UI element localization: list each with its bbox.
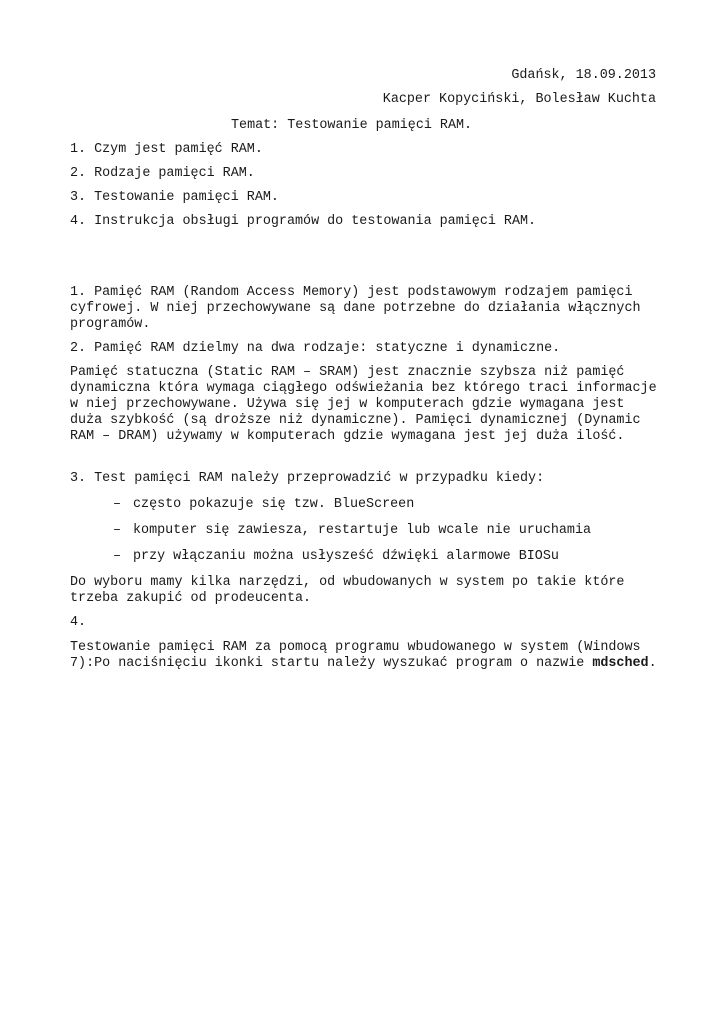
paragraph-sram-dram: Pamięć statuczna (Static RAM – SRAM) jest znacznie szybsza niż pamięć dynamiczna która wymaga ciągłego odświeżania bez którego traci informacje w niej przechowywane. Używa się jej w komputerach gdzie wymagana jest duża szybkość (są droższe niż dynamiczne). Pamięci dynamicznej (Dynamic RAM – DRAM) używamy w komputerach gdzie wymagana jest jej duża ilość. — [70, 365, 657, 444]
authors: Kacper Kopyciński, Bolesław Kuchta — [382, 92, 656, 107]
list-item: – przy włączaniu można usłysześć dźwięki alarmowe BIOSu — [113, 549, 559, 564]
paragraph-test-when: 3. Test pamięci RAM należy przeprowadzić w przypadku kiedy: — [70, 471, 545, 486]
program-name: mdsched — [592, 656, 649, 671]
paragraph-ram-definition: 1. Pamięć RAM (Random Access Memory) jest podstawowym rodzajem pamięci cyfrowej. W niej przechowywane są dane potrzebne do działania włącznych programów. — [70, 285, 641, 332]
section-number-4: 4. — [70, 615, 87, 630]
paragraph-tools: Do wyboru mamy kilka narzędzi, od wbudowanych w system po takie które trzeba zakupić od prodeucenta. — [70, 575, 625, 606]
toc-item: 3. Testowanie pamięci RAM. — [70, 190, 279, 205]
toc-item: 1. Czym jest pamięć RAM. — [70, 142, 263, 157]
list-item: – komputer się zawiesza, restartuje lub wcale nie uruchamia — [113, 523, 592, 538]
paragraph-mdsched: Testowanie pamięci RAM za pomocą programu wbudowanego w system (Windows 7):Po naciśnięciu ikonki startu należy wyszukać program o nazwie mdsched. — [70, 640, 657, 671]
list-item: – często pokazuje się tzw. BlueScreen — [113, 497, 415, 512]
toc-item: 4. Instrukcja obsługi programów do testowania pamięci RAM. — [70, 214, 537, 229]
place-date: Gdańsk, 18.09.2013 — [511, 68, 656, 83]
topic-heading: Temat: Testowanie pamięci RAM. — [231, 118, 473, 133]
toc-item: 2. Rodzaje pamięci RAM. — [70, 166, 255, 181]
paragraph-ram-types: 2. Pamięć RAM dzielmy na dwa rodzaje: statyczne i dynamiczne. — [70, 341, 561, 356]
